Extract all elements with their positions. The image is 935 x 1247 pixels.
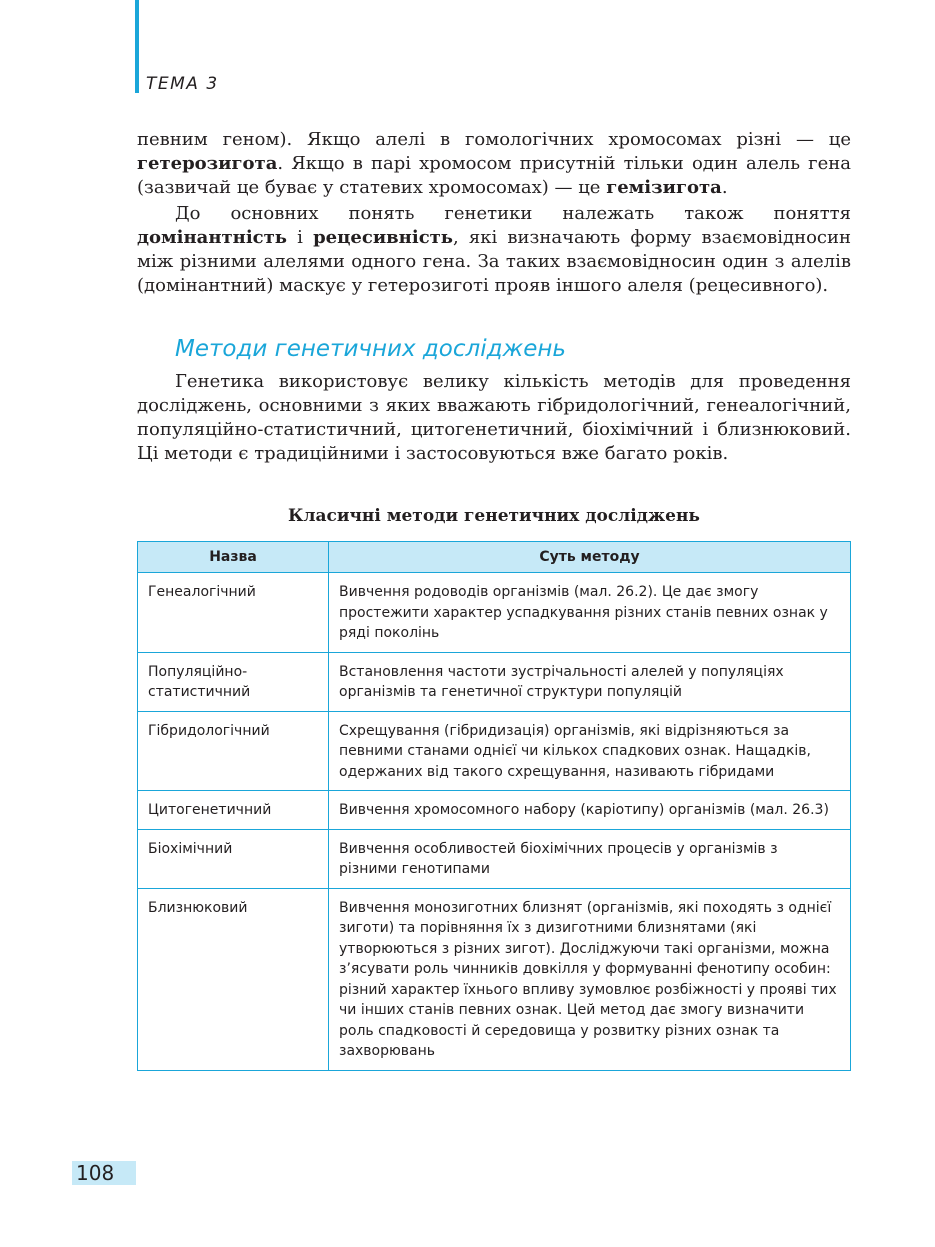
- column-header-name: Назва: [138, 542, 329, 573]
- term-recessivity: рецесивність: [313, 227, 454, 248]
- paragraph-continuation: [137, 128, 851, 200]
- section-heading: Методи генетичних досліджень: [175, 336, 566, 362]
- method-name: Генеалогічний: [138, 573, 329, 653]
- methods-table: [137, 541, 851, 1071]
- table-row: [138, 652, 851, 711]
- method-name: Близнюковий: [138, 888, 329, 1070]
- theme-label: ТЕМА 3: [146, 74, 219, 94]
- text-span: До основних понять генетики належать також поняття: [175, 203, 851, 224]
- term-heterozygote: гетерозигота: [137, 153, 278, 174]
- table-row: [138, 711, 851, 791]
- paragraph-methods: Генетика використовує велику кількість методів для проведення досліджень, основними з яких вважають гібридологічний, генеалогічний, популяційно-статистичний, цитогенетичний, біохімічний і близнюковий. Ці методи є традиційними і застосовуються вже багато років.: [137, 371, 851, 464]
- method-name: Гібридологічний: [138, 711, 329, 791]
- table-header-row: [138, 542, 851, 573]
- table-row: [138, 573, 851, 653]
- accent-bar: [135, 0, 139, 93]
- table-caption: Класичні методи генетичних досліджень: [288, 506, 700, 526]
- method-description: Вивчення монозиготних близнят (організмів, які походять з однієї зиготи) та порівняння їх з дизиготними близнятами (які утворюються з різних зигот). Досліджуючи такі організми, можна з’ясувати роль чинників довкілля у формуванні фенотипу особин: різний характер їхнього впливу зумовлює розбіжності у прояві тих чи інших станів певних ознак. Цей метод дає змогу визначити роль спадковості й середовища у розвитку різних ознак та захворювань: [329, 888, 851, 1070]
- table-row: [138, 829, 851, 888]
- method-description: Вивчення хромосомного набору (каріотипу) організмів (мал. 26.3): [329, 791, 851, 830]
- method-name: Цитогенетичний: [138, 791, 329, 830]
- page-number: 108: [72, 1161, 136, 1185]
- term-hemizygote: гемізигота: [606, 177, 722, 198]
- method-name: Популяційно-статистичний: [138, 652, 329, 711]
- table-row: [138, 791, 851, 830]
- table-row: [138, 888, 851, 1070]
- text-span: , які визначають форму взаємовідносин між різними алелями одного гена. За таких взаємовідносин один з алелів (домінантний) маскує у гетерозиготі прояв іншого алеля (рецесивного).: [137, 227, 852, 296]
- text-span: .: [721, 177, 728, 198]
- column-header-essence: Суть методу: [329, 542, 851, 573]
- method-description: Встановлення частоти зустрічальності алелей у популяціях організмів та генетичної структури популяцій: [329, 652, 851, 711]
- paragraph-dominance: [137, 202, 851, 298]
- method-description: Вивчення особливостей біохімічних процесів у організмів з різними генотипами: [329, 829, 851, 888]
- term-dominance: домінантність: [137, 227, 287, 248]
- method-description: Схрещування (гібридизація) організмів, які відрізняються за певними станами однієї чи кількох спадкових ознак. Нащадків, одержаних від такого схрещування, називають гібридами: [329, 711, 851, 791]
- method-name: Біохімічний: [138, 829, 329, 888]
- text-span: певним геном). Якщо алелі в гомологічних хромосомах різні — це: [137, 129, 851, 150]
- text-span: і: [287, 227, 314, 248]
- method-description: Вивчення родоводів організмів (мал. 26.2). Це дає змогу простежити характер успадкування різних станів певних ознак у ряді поколінь: [329, 573, 851, 653]
- text-span: . Якщо в парі хромосом присутній тільки один алель гена (зазвичай це буває у статевих хромосомах) — це: [137, 153, 851, 198]
